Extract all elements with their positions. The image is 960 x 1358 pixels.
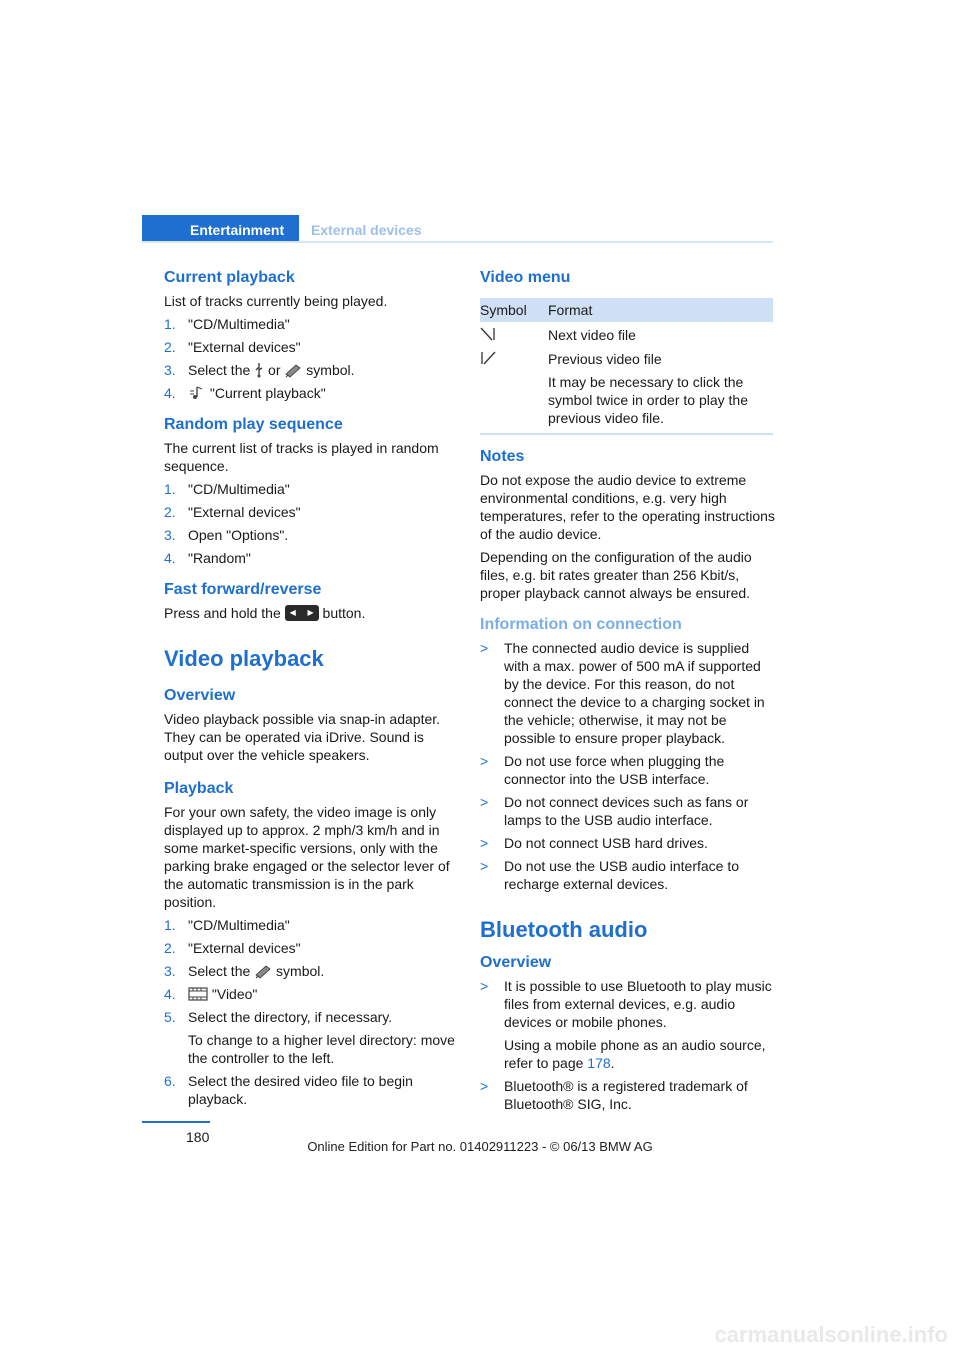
list-item bbox=[164, 480, 459, 498]
step-text: "CD/Multimedia" bbox=[188, 917, 290, 933]
step-text: "CD/Multimedia" bbox=[188, 316, 290, 332]
bullet-marker: > bbox=[480, 794, 489, 810]
ffwd-heading: Fast forward/reverse bbox=[164, 581, 322, 598]
list-item bbox=[164, 1008, 459, 1067]
step-number: 2. bbox=[164, 504, 176, 520]
bullet-text: Do not use the USB audio interface to recharge external devices. bbox=[504, 858, 740, 892]
symbol-cell bbox=[480, 322, 548, 346]
step-number: 4. bbox=[164, 385, 176, 401]
step-text: "Current playback" bbox=[209, 385, 326, 401]
list-item bbox=[164, 503, 459, 521]
overview-heading: Overview bbox=[164, 687, 236, 704]
step-number: 2. bbox=[164, 339, 176, 355]
table-header-row bbox=[480, 298, 773, 322]
step-text: Open "Options". bbox=[188, 527, 289, 543]
step-text: "External devices" bbox=[188, 940, 301, 956]
step-text: Select the desired video file to begin playback. bbox=[188, 1073, 413, 1107]
bullet-text: It is possible to use Bluetooth to play music files from external devices, e.g. audio devices or mobile phones. bbox=[504, 978, 772, 1030]
table-row bbox=[480, 322, 773, 346]
step-extra: To change to a higher level directory: move the controller to the left. bbox=[188, 1032, 455, 1066]
step-number: 6. bbox=[164, 1073, 176, 1089]
bullet-marker: > bbox=[480, 1078, 489, 1094]
header-rule bbox=[142, 241, 773, 243]
step-text: symbol. bbox=[276, 963, 325, 979]
watermark: carmanualsonline.info bbox=[714, 1322, 948, 1347]
list-item bbox=[164, 939, 459, 957]
playback-heading: Playback bbox=[164, 780, 234, 797]
step-number: 4. bbox=[164, 986, 176, 1002]
current-playback-heading: Current playback bbox=[164, 269, 295, 286]
list-item bbox=[164, 549, 459, 567]
step-number: 3. bbox=[164, 362, 176, 378]
step-text: or bbox=[268, 362, 281, 378]
notes-paragraph: Depending on the configuration of the audio files, e.g. bit rates greater than 256 Kbit/s, proper playback cannot always be ensured. bbox=[480, 549, 752, 601]
video-menu-heading: Video menu bbox=[480, 269, 571, 286]
list-item bbox=[164, 361, 459, 379]
device-symbol-icon bbox=[284, 362, 302, 378]
list-item bbox=[480, 639, 775, 747]
bullet-marker: > bbox=[480, 753, 489, 769]
usb-symbol-icon bbox=[254, 362, 264, 378]
page-number: 180 bbox=[186, 1129, 210, 1145]
ffwd-text bbox=[164, 604, 459, 622]
notes-heading: Notes bbox=[480, 448, 525, 465]
bluetooth-heading: Bluetooth audio bbox=[480, 917, 648, 942]
step-number: 3. bbox=[164, 963, 176, 979]
info-heading: Information on connection bbox=[480, 616, 682, 633]
right-column bbox=[480, 268, 775, 1118]
footer-rule bbox=[142, 1121, 210, 1123]
ffwd-text-pre: Press and hold the bbox=[164, 605, 281, 621]
video-icon bbox=[188, 986, 208, 1002]
list-item bbox=[164, 384, 459, 402]
step-number: 1. bbox=[164, 316, 176, 332]
format-text: Previous video file bbox=[548, 351, 662, 367]
edition-note: Online Edition for Part no. 01402911223 - © 06/13 BMW AG bbox=[307, 1139, 653, 1154]
list-item bbox=[164, 315, 459, 333]
list-item bbox=[164, 985, 459, 1003]
bullet-marker: > bbox=[480, 640, 489, 656]
format-note: It may be necessary to click the symbol twice in order to play the previous video file. bbox=[548, 374, 748, 426]
bullet-extra-text: Using a mobile phone as an audio source, refer to page bbox=[504, 1037, 766, 1071]
random-heading: Random play sequence bbox=[164, 416, 343, 433]
step-text: Select the directory, if necessary. bbox=[188, 1009, 393, 1025]
step-number: 2. bbox=[164, 940, 176, 956]
list-item bbox=[164, 962, 459, 980]
bullet-text: Do not connect USB hard drives. bbox=[504, 835, 708, 851]
list-item bbox=[164, 1072, 459, 1108]
step-text: Select the bbox=[188, 963, 251, 979]
format-cell: Next video file bbox=[548, 327, 636, 343]
step-text: "External devices" bbox=[188, 339, 301, 355]
column-header-symbol: Symbol bbox=[480, 298, 548, 322]
step-text: "CD/Multimedia" bbox=[188, 481, 290, 497]
previous-video-icon bbox=[480, 350, 496, 366]
step-text: "Random" bbox=[188, 550, 251, 566]
bullet-marker: > bbox=[480, 858, 489, 874]
step-text: "Video" bbox=[211, 986, 258, 1002]
table-row bbox=[480, 346, 773, 427]
bullet-text: Do not use force when plugging the connector into the USB interface. bbox=[504, 753, 725, 787]
list-item bbox=[480, 793, 775, 829]
bullet-marker: > bbox=[480, 835, 489, 851]
bullet-text: Bluetooth® is a registered trademark of Bluetooth® SIG, Inc. bbox=[504, 1078, 748, 1112]
step-text: "External devices" bbox=[188, 504, 301, 520]
list-item bbox=[480, 1077, 775, 1113]
playlist-icon bbox=[188, 385, 206, 401]
step-number: 1. bbox=[164, 481, 176, 497]
step-number: 1. bbox=[164, 917, 176, 933]
step-text: symbol. bbox=[306, 362, 355, 378]
step-text: Select the bbox=[188, 362, 251, 378]
bullet-extra-end: . bbox=[610, 1055, 615, 1071]
list-item bbox=[164, 916, 459, 934]
ffwd-text-post: button. bbox=[322, 605, 366, 621]
bullet-extra bbox=[504, 1036, 775, 1072]
table-bottom-rule bbox=[480, 433, 773, 435]
random-intro: The current list of tracks is played in random sequence. bbox=[164, 440, 439, 474]
device-symbol-icon bbox=[254, 963, 272, 979]
format-cell bbox=[548, 346, 773, 427]
bullet-text: The connected audio device is supplied with a max. power of 500 mA if supported by the device. For this reason, do not connect the device to a charging socket in the vehicle; otherwise, it may not be possible to ensure proper playback. bbox=[504, 640, 765, 746]
step-number: 4. bbox=[164, 550, 176, 566]
notes-paragraph: Do not expose the audio device to extreme environmental conditions, e.g. very high temperatures, refer to the operating instructions of the audio device. bbox=[480, 472, 775, 542]
symbol-cell bbox=[480, 346, 548, 427]
list-item bbox=[480, 752, 775, 788]
bluetooth-overview-heading: Overview bbox=[480, 954, 552, 971]
current-playback-intro: List of tracks currently being played. bbox=[164, 293, 388, 309]
section-tab bbox=[142, 215, 299, 242]
list-item bbox=[164, 338, 459, 356]
video-playback-heading: Video playback bbox=[164, 646, 324, 671]
list-item bbox=[480, 834, 775, 852]
video-menu-table bbox=[480, 298, 773, 427]
list-item bbox=[480, 857, 775, 893]
left-column bbox=[164, 268, 459, 1113]
list-item bbox=[480, 977, 775, 1072]
next-video-icon bbox=[480, 326, 496, 342]
subsection-title: External devices bbox=[311, 222, 422, 238]
step-number: 3. bbox=[164, 527, 176, 543]
bullet-marker: > bbox=[480, 978, 489, 994]
seek-button-icon: ◀ ▶ bbox=[285, 605, 319, 621]
bullet-text: Do not connect devices such as fans or lamps to the USB audio interface. bbox=[504, 794, 749, 828]
section-title: Entertainment bbox=[190, 222, 285, 238]
overview-text: Video playback possible via snap-in adapter. They can be operated via iDrive. Sound is output over the vehicle speakers. bbox=[164, 711, 441, 763]
playback-text: For your own safety, the video image is only displayed up to approx. 2 mph/3 km/h and in some market-specific versions, only with the parking brake engaged or the selector lever of the automatic transmission is in the park position. bbox=[164, 804, 450, 910]
list-item bbox=[164, 526, 459, 544]
step-number: 5. bbox=[164, 1009, 176, 1025]
page-link[interactable]: 178 bbox=[587, 1055, 611, 1071]
column-header-format: Format bbox=[548, 298, 773, 322]
